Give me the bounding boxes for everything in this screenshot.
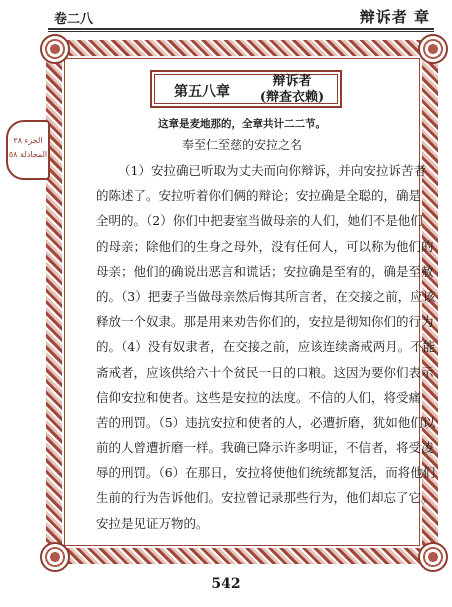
body-line: 信仰安拉和使者。这些是安拉的法度。不信的人们，将受痛 <box>96 389 422 405</box>
side-tab-marker <box>6 120 50 180</box>
body-line: 安拉是见证万物的。 <box>96 515 209 531</box>
corner-ornament-top-left <box>40 34 70 64</box>
body-line: 斋戒者，应该供给六十个贫民一日的口粮。这因为要你们表示 <box>96 364 434 380</box>
chapter-intro: 这章是麦地那的，全章共计二二节。 <box>158 118 326 130</box>
body-line: 前的人曾遭折磨一样。我确已降示许多明证，不信者，将受凌 <box>96 440 434 456</box>
body-line: （1）安拉确已听取为丈夫而向你辩诉，并向安拉诉苦者 <box>118 163 426 178</box>
running-header-volume: 卷二八 <box>54 12 94 27</box>
body-line: 全明的。（2）你们中把妻室当做母亲的人们，她们不是他们 <box>96 213 423 229</box>
body-line: 的。（4）没有奴隶者，在交接之前，应该连续斋戒两月。不能 <box>96 339 436 355</box>
chapter-alt-name: (辩查衣赖) <box>259 90 325 105</box>
chapter-number-title: 第五八章 <box>174 84 230 100</box>
body-line: 释放一个奴隶。那是用来劝告你们的，安拉是彻知你们的行为 <box>96 314 434 330</box>
side-tab-juz: الجزء ٢٨ <box>13 136 43 145</box>
basmala-line: 奉至仁至慈的安拉之名 <box>181 138 302 152</box>
chapter-name-block <box>252 74 332 106</box>
chapter-body <box>96 158 436 536</box>
corner-ornament-top-right <box>418 34 448 64</box>
body-line: 的母亲；除他们的生身之母外，没有任何人，可以称为他们的 <box>96 238 434 254</box>
header-rule-thin <box>48 31 434 32</box>
chapter-title-box <box>150 70 342 108</box>
side-tab-surah: المجادلة ٥٨ <box>8 150 48 159</box>
chapter-name: 辩诉者 <box>272 74 312 89</box>
body-line: 生前的行为告诉他们。安拉曾记录那些行为，他们却忘了它。 <box>96 490 434 506</box>
body-line: 苦的刑罚。（5）违抗安拉和使者的人，必遭折磨，犹如他们以 <box>96 414 436 430</box>
body-line: 的陈述了。安拉听着你们俩的辩论；安拉确是全聪的，确是 <box>96 188 422 204</box>
body-line: 辱的刑罚。（6）在那日，安拉将使他们统统都复活，而将他们 <box>96 465 436 481</box>
running-header-chapter: 辩诉者 章 <box>359 8 430 26</box>
body-line: 母亲；他们的确说出恶言和谎话；安拉确是至宥的，确是至赦 <box>96 263 434 279</box>
header-rule <box>48 28 434 30</box>
corner-ornament-bottom-left <box>40 542 70 572</box>
corner-ornament-bottom-right <box>418 542 448 572</box>
body-line: 的。（3）把妻子当做母亲然后悔其所言者，在交接之前，应该 <box>96 288 436 304</box>
page-number: 542 <box>211 576 241 592</box>
